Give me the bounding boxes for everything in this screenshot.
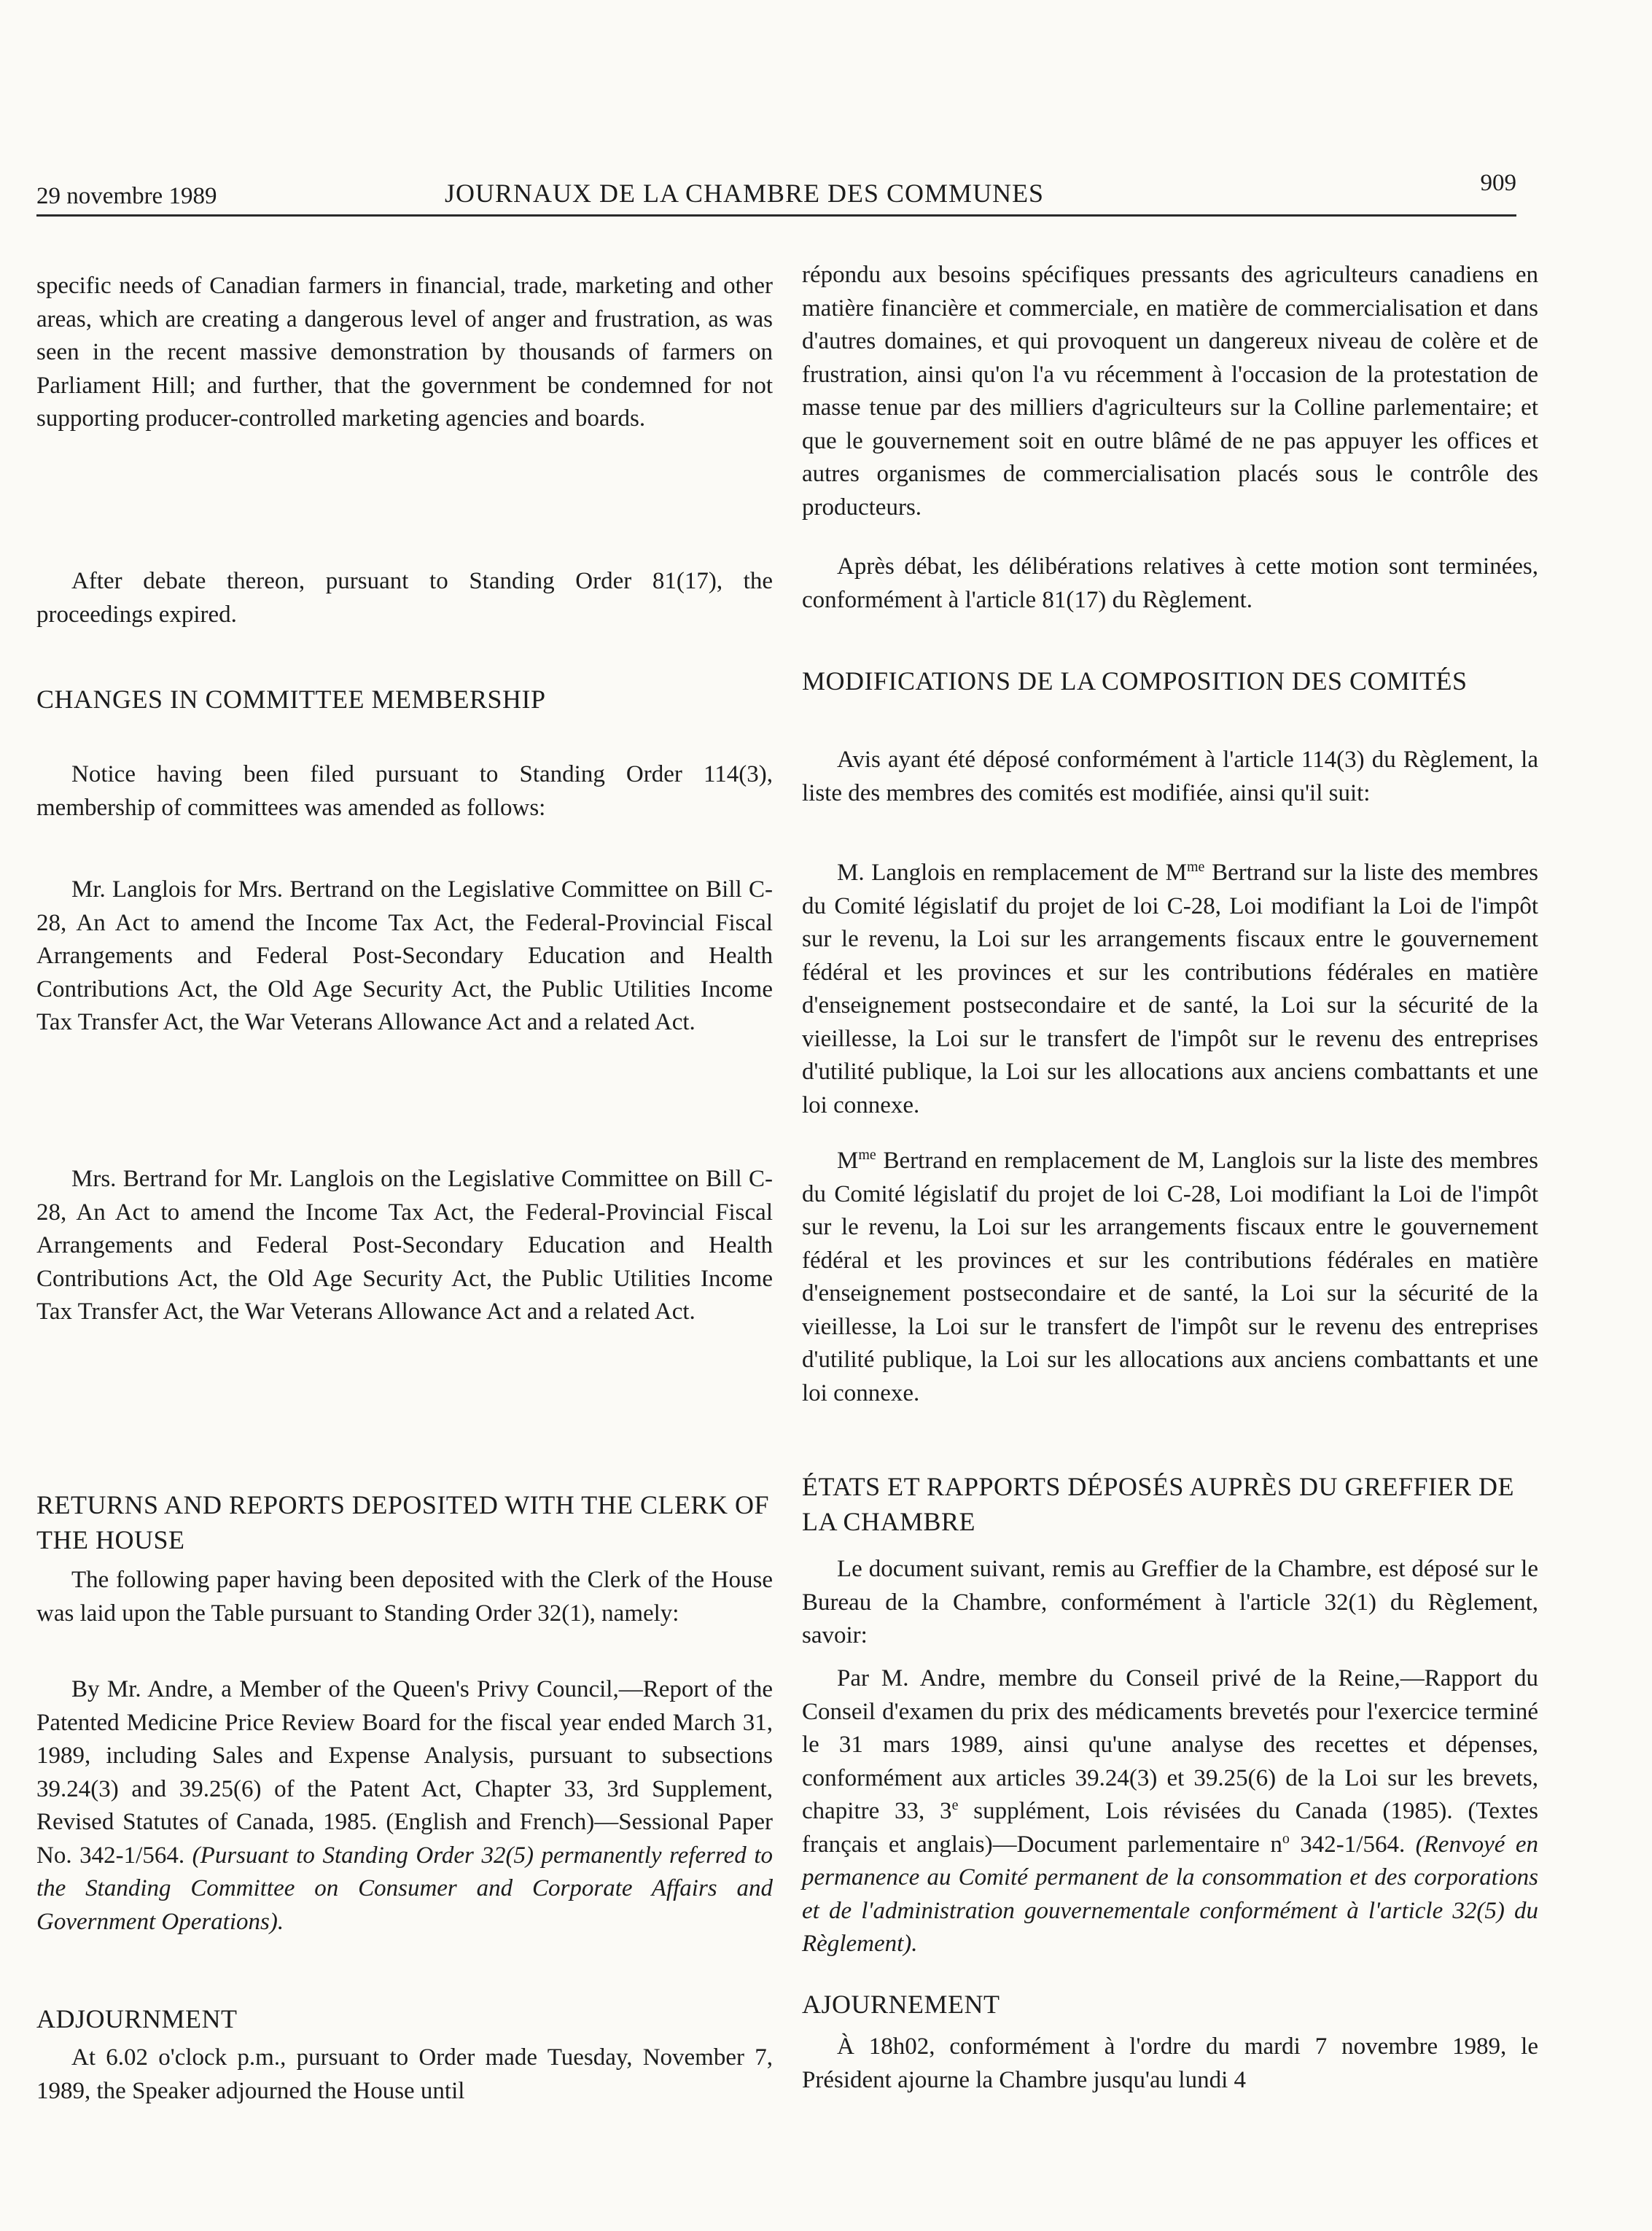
page-number: 909: [1480, 170, 1516, 196]
en-committee-change-1-text: Mr. Langlois for Mrs. Bertrand on the Legislative Committee on Bill C-28, An Act to amend the Income Tax Act, the Federal-Provincial Fiscal Arrangements and Federal Post-Secondary Education and Health Contributions Act, the Old Age Security Act, the Public Utilities Income Tax Transfer Act, the War Veterans Allowance Act and a related Act.: [36, 876, 773, 1035]
en-returns-item-main: By Mr. Andre, a Member of the Queen's Privy Council,—Report of the Patented Medicine Price Review Board for the fiscal year ended March 31, 1989, including Sales and Expense Analysis, pursuant to subsections 39.24(3) and 39.25(6) of the Patent Act, Chapter 33, 3rd Supplement, Revised Statutes of Canada, 1985. (English and French)—Sessional Paper No. 342-1/564.: [36, 1676, 773, 1869]
en-committee-change-2: [36, 1163, 773, 1329]
fr-change-2-rest: Bertrand en remplacement de M, Langlois sur la liste des membres du Comité législatif du projet de loi C-28, Loi modifiant la Loi de l'impôt sur le revenu, la Loi sur les arrangements fiscaux entre le gouvernement fédéral et les provinces et sur les contributions fédérales en matière d'enseignement postsecondaire et de santé, la Loi sur la sécurité de la vieillesse, la Loi sur le transfert de l'impôt sur le revenu des entreprises d'utilité publique, la Loi sur les allocations aux anciens combattants et une loi connexe.: [802, 1148, 1538, 1406]
fr-adjournment-heading-text: AJOURNEMENT: [802, 1990, 1000, 2019]
fr-returns-intro-text: Le document suivant, remis au Greffier de la Chambre, est déposé sur le Bureau de la Chambre, conformément à l'article 32(1) du Règlement, savoir:: [802, 1556, 1538, 1648]
journal-title: JOURNAUX DE LA CHAMBRE DES COMMUNES: [445, 179, 1045, 208]
fr-returns-item: [802, 1662, 1538, 1961]
fr-returns-item-sup2: o: [1282, 1830, 1290, 1847]
en-returns-item: [36, 1673, 773, 1939]
fr-committee-change-1: [802, 857, 1538, 1122]
fr-change-1-sup: me: [1186, 859, 1205, 875]
fr-returns-heading: [802, 1469, 1538, 1539]
page-header: [36, 162, 1516, 217]
fr-returns-item-a: Par M. Andre, membre du Conseil privé de la Reine,—Rapport du Conseil d'examen du prix des médicaments brevetés pour l'exercice terminé le 31 mars 1989, ainsi qu'une analyse des recettes et dépenses, conformément aux articles 39.24(3) et 39.25(6) de la Loi sur les brevets, chapitre 33, 3: [802, 1665, 1538, 1824]
en-committee-change-2-text: Mrs. Bertrand for Mr. Langlois on the Legislative Committee on Bill C-28, An Act to amend the Income Tax Act, the Federal-Provincial Fiscal Arrangements and Federal Post-Secondary Education and Health Contributions Act, the Old Age Security Act, the Public Utilities Income Tax Transfer Act, the War Veterans Allowance Act and a related Act.: [36, 1166, 773, 1325]
fr-committee-change-2-text: [802, 1145, 1538, 1410]
fr-committee-notice-text: Avis ayant été déposé conformément à l'article 114(3) du Règlement, la liste des membres des comités est modifiée, ainsi qu'il suit:: [802, 747, 1538, 806]
fr-committee-change-1-text: [802, 857, 1538, 1122]
fr-committee-heading: [802, 663, 1538, 698]
en-committee-heading-text: CHANGES IN COMMITTEE MEMBERSHIP: [36, 685, 546, 714]
fr-adjournment-text: À 18h02, conformément à l'ordre du mardi 7 novembre 1989, le Président ajourne la Chambre jusqu'au lundi 4: [802, 2033, 1538, 2093]
fr-returns-item-c: 342-1/564.: [1289, 1831, 1406, 1858]
fr-debate: [802, 550, 1538, 617]
fr-returns-item-sup1: e: [951, 1797, 959, 1813]
en-returns-heading: [36, 1487, 773, 1557]
fr-returns-item-text: [802, 1662, 1538, 1961]
en-returns-item-text: [36, 1673, 773, 1939]
fr-change-2-sup: me: [858, 1147, 876, 1163]
en-adjournment-heading: [36, 2001, 773, 2036]
fr-change-2-start: M: [837, 1148, 859, 1174]
fr-adjournment: [802, 2031, 1538, 2097]
en-committee-notice-text: Notice having been filed pursuant to Standing Order 114(3), membership of committees was amended as follows:: [36, 761, 773, 821]
en-committee-heading: [36, 682, 773, 717]
en-debate: [36, 565, 773, 631]
fr-committee-notice: [802, 744, 1538, 810]
fr-debate-text: Après débat, les délibérations relatives à cette motion sont terminées, conformément à l'article 81(17) du Règlement.: [802, 553, 1538, 613]
fr-motion-end: [802, 259, 1538, 524]
fr-adjournment-heading: [802, 1987, 1538, 2022]
fr-committee-heading-text: MODIFICATIONS DE LA COMPOSITION DES COMITÉS: [802, 666, 1468, 696]
en-adjournment-heading-text: ADJOURNMENT: [36, 2004, 238, 2033]
fr-committee-change-2: [802, 1145, 1538, 1410]
fr-motion-text: répondu aux besoins spécifiques pressants des agriculteurs canadiens en matière financière et commerciale, en matière de commercialisation et dans d'autres domaines, et qui provoquent un dangereux niveau de colère et de frustration, ainsi qu'on l'a vu récemment à l'occasion de la protestation de masse tenue par des milliers d'agriculteurs sur la Colline parlementaire; et que le gouvernement soit en outre blâmé de ne pas appuyer les offices et autres organismes de commercialisation placés sous le contrôle des producteurs.: [802, 262, 1538, 521]
en-debate-text: After debate thereon, pursuant to Standing Order 81(17), the proceedings expired.: [36, 568, 773, 628]
en-adjournment: [36, 2041, 773, 2108]
en-returns-intro-text: The following paper having been deposited with the Clerk of the House was laid upon the Table pursuant to Standing Order 32(1), namely:: [36, 1567, 773, 1627]
fr-returns-heading-text: ÉTATS ET RAPPORTS DÉPOSÉS AUPRÈS DU GREFFIER DE LA CHAMBRE: [802, 1472, 1514, 1536]
en-committee-notice: [36, 758, 773, 825]
en-motion-end: [36, 270, 773, 436]
en-returns-intro: [36, 1564, 773, 1630]
en-returns-item-referral: (Pursuant to Standing Order 32(5) permanently referred to the Standing Committee on Consumer and Corporate Affairs and Government Operations).: [36, 1842, 773, 1935]
fr-returns-item-b: supplément, Lois révisées du Canada (1985). (Textes français et anglais)—Document parlementaire n: [802, 1798, 1538, 1858]
fr-returns-intro: [802, 1553, 1538, 1653]
fr-returns-item-referral: (Renvoyé en permanence au Comité permanent de la consommation et des corporations et de l'administration gouvernementale conformément à l'article 32(5) du Règlement).: [802, 1831, 1538, 1957]
fr-change-1-start: M. Langlois en remplacement de M: [837, 860, 1187, 886]
en-motion-text: specific needs of Canadian farmers in financial, trade, marketing and other areas, which are creating a dangerous level of anger and frustration, as was seen in the recent massive demonstration by thousands of farmers on Parliament Hill; and further, that the government be condemned for not supporting producer-controlled marketing agencies and boards.: [36, 273, 773, 432]
header-date: 29 novembre 1989: [36, 183, 217, 209]
en-returns-heading-text: RETURNS AND REPORTS DEPOSITED WITH THE CLERK OF THE HOUSE: [36, 1490, 770, 1554]
en-adjournment-text: At 6.02 o'clock p.m., pursuant to Order made Tuesday, November 7, 1989, the Speaker adjourned the House until: [36, 2044, 773, 2104]
fr-change-1-rest: Bertrand sur la liste des membres du Comité législatif du projet de loi C-28, Loi modifiant la Loi de l'impôt sur le revenu, la Loi sur les arrangements fiscaux entre le gouvernement fédéral et les provinces et sur les contributions fédérales en matière d'enseignement postsecondaire et de santé, la Loi sur la sécurité de la vieillesse, la Loi sur le transfert de l'impôt sur le revenu des entreprises d'utilité publique, la Loi sur les allocations aux anciens combattants et une loi connexe.: [802, 860, 1538, 1118]
en-committee-change-1: [36, 873, 773, 1040]
